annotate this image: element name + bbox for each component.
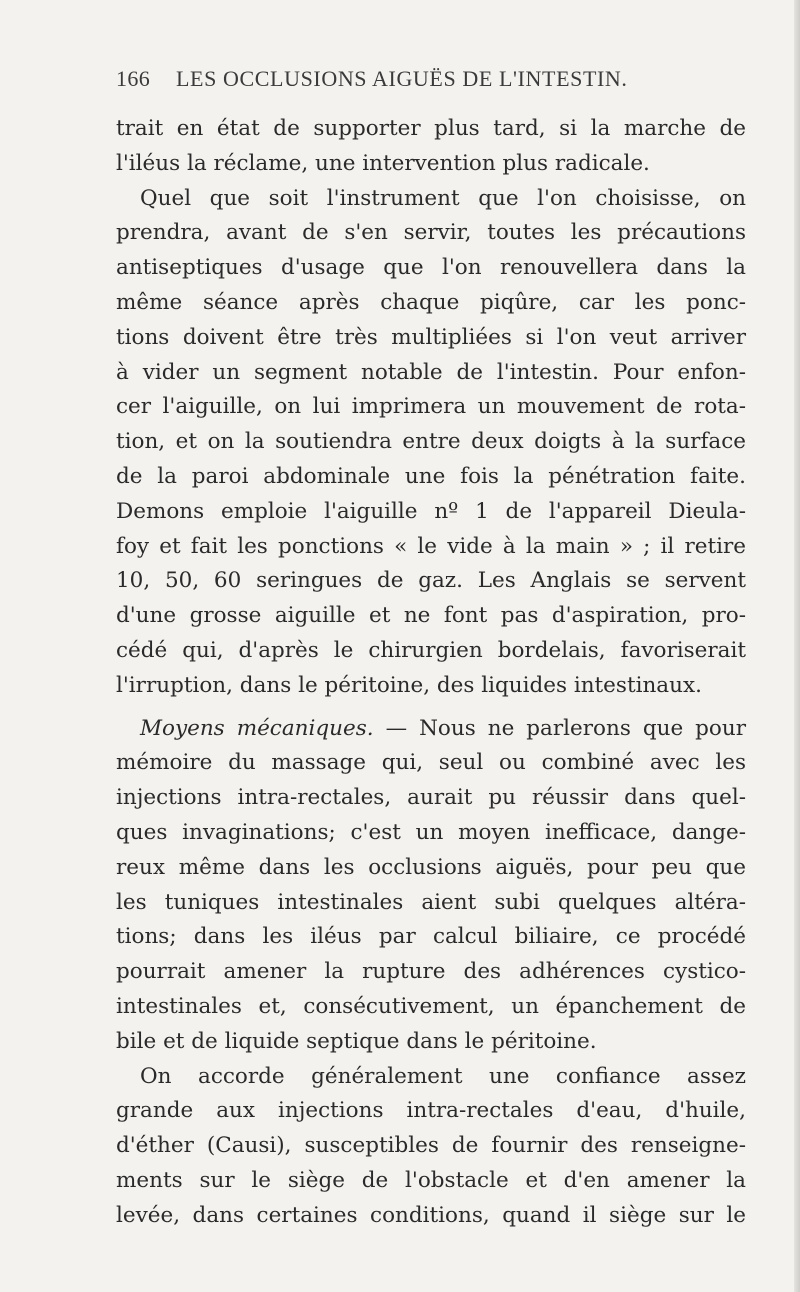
text-line: même séance après chaque piqûre, car les ponc- [116,289,746,315]
text-fragment: — Nous ne parlerons que pour [373,715,746,741]
text-line: ques invaginations; c'est un moyen inefficace, dange- [116,819,746,845]
paragraph [116,712,746,1060]
text-line: grande aux injections intra-rectales d'eau, d'huile, [116,1098,746,1124]
text-line: l'irruption, dans le péritoine, des liquides intestinaux. [116,672,702,698]
paragraph [116,182,746,704]
paragraph [116,112,746,182]
text-line: Quel que soit l'instrument que l'on choisisse, on [140,185,746,211]
text-line: de la paroi abdominale une fois la pénétration faite. [116,463,746,489]
text-line: les tuniques intestinales aient subi quelques altéra- [116,889,746,915]
paragraph [116,1060,746,1234]
body-text [116,112,746,1234]
text-line: On accorde généralement une confiance assez [140,1063,746,1089]
text-line: 10, 50, 60 seringues de gaz. Les Anglais se servent [116,568,746,594]
text-line: antiseptiques d'usage que l'on renouvellera dans la [116,255,746,281]
text-line: d'éther (Causi), susceptibles de fournir des renseigne- [116,1133,746,1159]
text-line: prendra, avant de s'en servir, toutes les précautions [116,220,746,246]
text-line: Demons emploie l'aiguille nº 1 de l'appareil Dieula- [116,498,746,524]
text-line: reux même dans les occlusions aiguës, pour peu que [116,854,746,880]
text-line: trait en état de supporter plus tard, si la marche de [116,116,746,141]
section-heading: Moyens mécaniques. [140,715,374,741]
text-line: levée, dans certaines conditions, quand il siège sur le [116,1202,746,1228]
text-line: tion, et on la soutiendra entre deux doigts à la surface [116,429,746,455]
text-line: ments sur le siège de l'obstacle et d'en amener la [116,1167,746,1193]
page-header [116,66,736,94]
text-line: cédé qui, d'après le chirurgien bordelais, favoriserait [116,637,746,663]
page-edge [794,0,800,1292]
text-line: intestinales et, consécutivement, un épanchement de [116,993,746,1019]
text-line: l'iléus la réclame, une intervention plus radicale. [116,150,650,176]
text-line: pourrait amener la rupture des adhérences cystico- [116,959,746,985]
text-line: d'une grosse aiguille et ne font pas d'aspiration, pro- [116,603,746,629]
text-line [116,712,746,747]
text-line: injections intra-rectales, aurait pu réussir dans quel- [116,785,746,811]
text-line: cer l'aiguille, on lui imprimera un mouvement de rota- [116,394,746,420]
text-line: tions; dans les iléus par calcul biliaire, ce procédé [116,924,746,950]
text-line: tions doivent être très multipliées si l'on veut arriver [116,324,746,350]
running-title: LES OCCLUSIONS AIGUËS DE L'INTESTIN. [176,66,628,91]
text-line: mémoire du massage qui, seul ou combiné avec les [116,750,746,776]
text-line: bile et de liquide septique dans le péritoine. [116,1028,597,1054]
text-line: à vider un segment notable de l'intestin. Pour enfon- [116,359,746,385]
text-line: foy et fait les ponctions « le vide à la main » ; il retire [116,533,746,559]
page-number: 166 [116,66,151,91]
